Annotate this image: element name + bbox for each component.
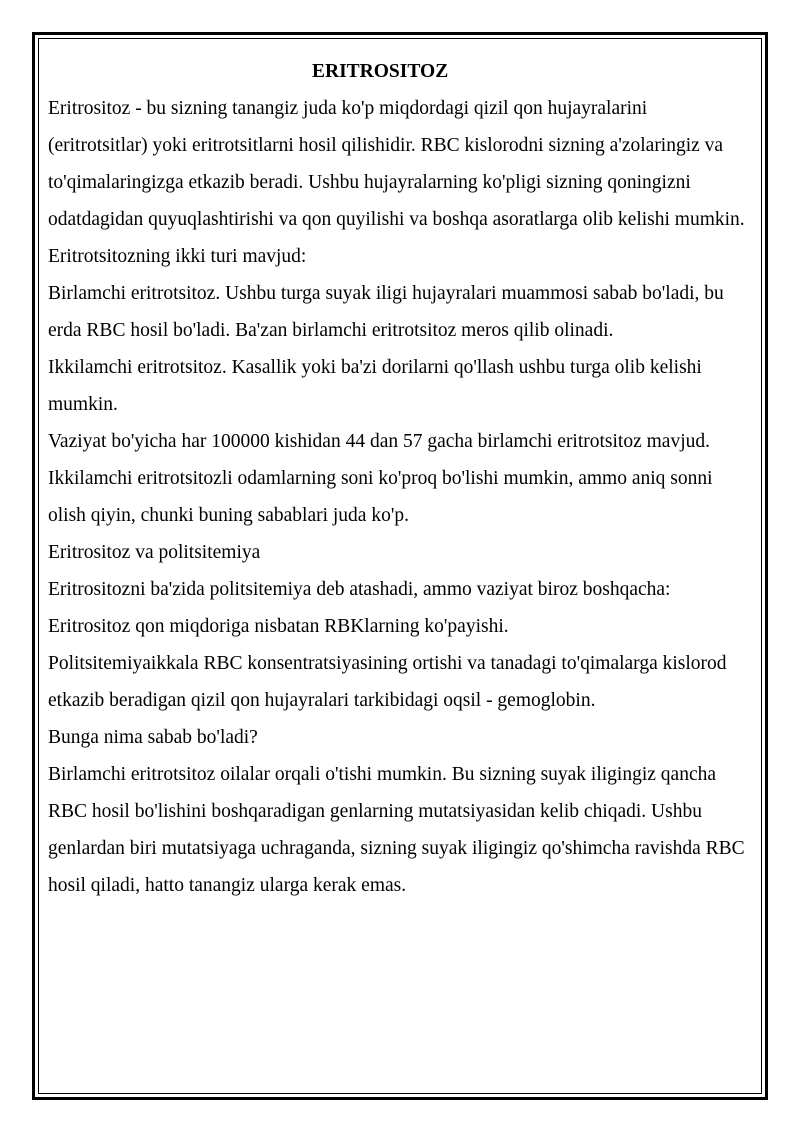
paragraph-primary-type: Birlamchi eritrotsitoz. Ushbu turga suyak iligi hujayralari muammosi sabab bo'ladi, bu erda RBC hosil bo'ladi. Ba'zan birlamchi eritrotsitoz meros qilib olinadi.: [48, 283, 724, 341]
paragraph-intro: Eritrositoz - bu sizning tanangiz juda ko'p miqdordagi qizil qon hujayralarini (eritrotsitlar) yoki eritrotsitlarni hosil qilishidir. RBC kislorodni sizning a'zolaringiz va to'qimalaringizga etkazib beradi. Ushbu hujayralarning ko'pligi sizning qoningizni odatdagidan quyuqlashtirishi va qon quyilishi va boshqa asoratlarga olib kelishi mumkin.: [48, 98, 745, 230]
paragraph-polycythemia-definition: Politsitemiyaikkala RBC konsentratsiyasining ortishi va tanadagi to'qimalarga kislorod etkazib beradigan qizil qon hujayralari tarkibidagi oqsil - gemoglobin.: [48, 653, 727, 711]
document-title: ERITROSITOZ: [312, 61, 449, 82]
paragraph-types-intro: Eritrotsitozning ikki turi mavjud:: [48, 246, 307, 267]
section-heading-polycythemia: Eritrositoz va politsitemiya: [48, 542, 261, 563]
paragraph-erythrocytosis-definition: Eritrositoz qon miqdoriga nisbatan RBKlarning ko'payishi.: [48, 616, 509, 637]
paragraph-secondary-type: Ikkilamchi eritrotsitoz. Kasallik yoki ba'zi dorilarni qo'llash ushbu turga olib kelishi mumkin.: [48, 357, 702, 415]
document-body: [48, 53, 748, 904]
paragraph-prevalence: Vaziyat bo'yicha har 100000 kishidan 44 dan 57 gacha birlamchi eritrotsitoz mavjud. Ikkilamchi eritrotsitozli odamlarning soni ko'proq bo'lishi mumkin, ammo aniq sonni olish qiyin, chunki buning sabablari juda ko'p.: [48, 431, 713, 526]
section-heading-causes: Bunga nima sabab bo'ladi?: [48, 727, 258, 748]
paragraph-causes: Birlamchi eritrotsitoz oilalar orqali o'tishi mumkin. Bu sizning suyak iligingiz qancha RBC hosil bo'lishini boshqaradigan genlarning mutatsiyasidan kelib chiqadi. Ushbu genlardan biri mutatsiyaga uchraganda, sizning suyak iligingiz qo'shimcha ravishda RBC hosil qiladi, hatto tanangiz ularga kerak emas.: [48, 764, 745, 896]
paragraph-polycythemia-intro: Eritrositozni ba'zida politsitemiya deb atashadi, ammo vaziyat biroz boshqacha:: [48, 579, 671, 600]
